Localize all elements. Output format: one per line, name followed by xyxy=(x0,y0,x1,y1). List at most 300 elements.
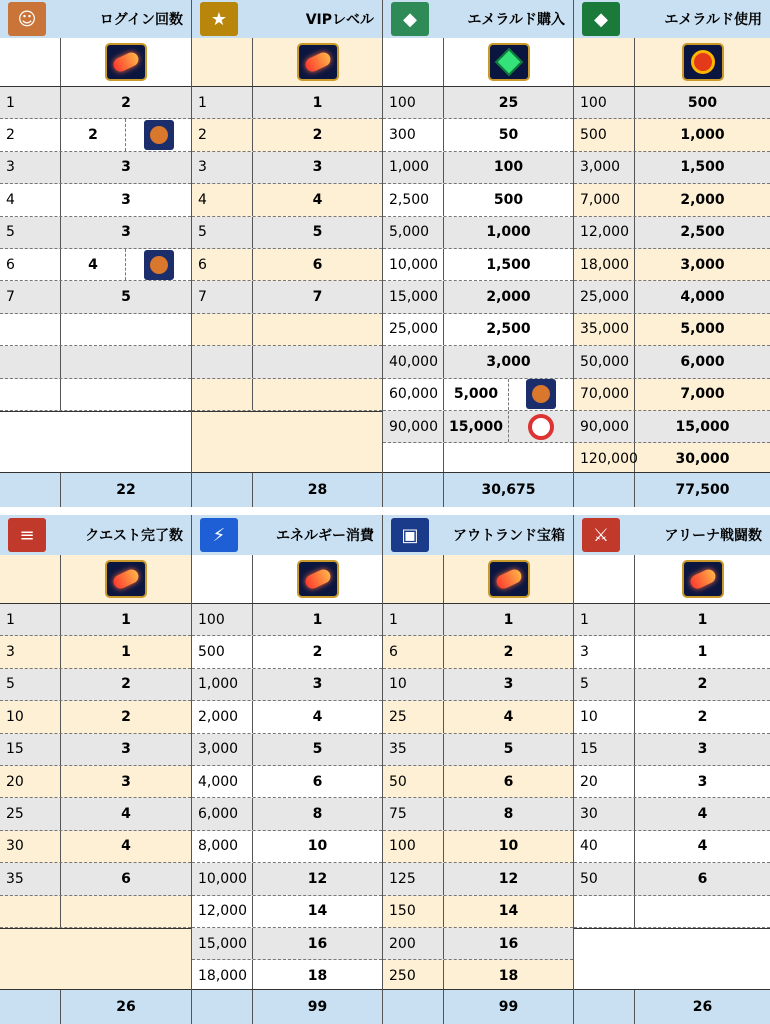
threshold-cell: 25 xyxy=(383,701,444,732)
table-row xyxy=(574,411,770,443)
reward-icon-cell xyxy=(61,38,191,86)
table-row xyxy=(574,379,770,411)
threshold-cell: 25,000 xyxy=(383,314,444,345)
threshold-cell: 10 xyxy=(574,701,635,732)
table-row xyxy=(574,217,770,249)
table-row xyxy=(0,346,191,378)
column-header xyxy=(383,515,573,556)
threshold-cell: 1,000 xyxy=(192,669,253,700)
reward-amount-cell xyxy=(253,379,382,410)
table-row xyxy=(383,798,573,830)
table-column xyxy=(0,0,192,507)
table-row xyxy=(0,281,191,313)
emerald-shape xyxy=(494,48,522,76)
reward-icon-row xyxy=(574,555,770,604)
column-header xyxy=(574,515,770,556)
bonus-item xyxy=(509,414,573,440)
threshold-cell: 250 xyxy=(383,960,444,991)
column-header xyxy=(0,0,191,39)
threshold-cell: 10,000 xyxy=(192,863,253,894)
reward-icon-label-cell xyxy=(383,38,444,86)
reward-amount-cell: 6 xyxy=(121,870,131,887)
reward-amount-cell: 1 xyxy=(312,94,323,111)
table-row xyxy=(383,379,573,411)
firework-shape xyxy=(688,567,717,591)
reward-amount-cell: 2 xyxy=(697,708,708,725)
table-row xyxy=(383,119,573,151)
reward-amount-cell: 4 xyxy=(503,708,514,725)
reward-amount-cell: 4,000 xyxy=(680,289,725,306)
reward-amount-cell xyxy=(635,896,770,927)
threshold-cell: 6 xyxy=(0,249,61,280)
reward-icon-cell xyxy=(444,555,573,603)
reward-amount-cell xyxy=(253,346,382,377)
threshold-cell: 15,000 xyxy=(383,281,444,312)
table-column xyxy=(192,0,383,507)
reward-icon-label-cell xyxy=(574,38,635,86)
reward-amount-cell: 15,000 xyxy=(675,418,730,435)
threshold-cell: 1 xyxy=(192,87,253,118)
reward-amount-cell: 3,000 xyxy=(680,256,725,273)
reward-icon-label-cell xyxy=(0,38,61,86)
total-value: 26 xyxy=(116,999,136,1015)
threshold-cell: 10 xyxy=(0,701,61,732)
column-title: アウトランド宝箱 xyxy=(453,528,565,544)
reward-icon-cell xyxy=(635,555,770,603)
threshold-cell: 40 xyxy=(574,831,635,862)
reward-amount-cell: 5 xyxy=(121,289,131,306)
threshold-cell: 50 xyxy=(574,863,635,894)
reward-amount-cell: 4 xyxy=(312,191,323,208)
reward-amount-cell: 4 xyxy=(121,838,131,855)
table-row xyxy=(574,604,770,636)
lightning-icon: ⚡ xyxy=(200,518,238,552)
empty-filler xyxy=(574,928,770,990)
scroll-icon: ≡ xyxy=(8,518,46,552)
threshold-cell: 200 xyxy=(383,928,444,959)
reward-amount-cell xyxy=(444,443,573,474)
firework-shape xyxy=(303,567,332,591)
table-row xyxy=(0,636,191,668)
table-row xyxy=(192,863,382,895)
table-row xyxy=(383,669,573,701)
reward-amount-cell xyxy=(444,411,573,442)
total-value: 28 xyxy=(307,482,328,498)
threshold-cell: 20 xyxy=(0,766,61,797)
reward-amount-cell: 5 xyxy=(312,224,323,241)
reward-icon-cell xyxy=(61,555,191,603)
threshold-cell xyxy=(192,346,253,377)
table-column xyxy=(0,515,192,1024)
table-row xyxy=(192,798,382,830)
threshold-cell: 3,000 xyxy=(192,734,253,765)
reward-amount-cell: 2,500 xyxy=(486,321,531,338)
threshold-cell: 10,000 xyxy=(383,249,444,280)
table-row xyxy=(574,346,770,378)
table-row xyxy=(383,896,573,928)
table-row xyxy=(192,379,382,411)
threshold-cell: 120,000 xyxy=(574,443,635,474)
threshold-cell: 6,000 xyxy=(192,798,253,829)
table-row xyxy=(383,960,573,992)
threshold-cell: 100 xyxy=(192,604,253,635)
threshold-cell: 2,000 xyxy=(192,701,253,732)
threshold-cell: 7 xyxy=(192,281,253,312)
threshold-cell: 18,000 xyxy=(574,249,635,280)
total-label-cell xyxy=(574,990,635,1024)
table-row xyxy=(383,604,573,636)
reward-amount-cell: 4 xyxy=(697,806,708,823)
red-coin-icon xyxy=(682,43,724,81)
reward-amount: 2 xyxy=(61,119,126,150)
reward-amount-cell: 16 xyxy=(307,935,328,952)
table-row xyxy=(0,217,191,249)
reward-amount-cell: 3 xyxy=(121,224,131,241)
table-row xyxy=(574,314,770,346)
reward-icon-label-cell xyxy=(192,555,253,603)
bonus-item xyxy=(509,379,573,409)
reward-icon-label-cell xyxy=(383,555,444,603)
bonus-item xyxy=(126,120,191,150)
reward-icon-cell xyxy=(444,38,573,86)
reward-amount-cell: 2 xyxy=(121,676,131,693)
reward-amount-cell: 2,000 xyxy=(680,191,725,208)
threshold-cell: 100 xyxy=(574,87,635,118)
reward-amount-cell xyxy=(61,379,191,410)
total-row xyxy=(383,472,573,507)
table-row xyxy=(0,87,191,119)
total-value: 99 xyxy=(498,999,519,1015)
reward-amount-cell: 6 xyxy=(503,773,514,790)
table-row xyxy=(574,669,770,701)
table-row xyxy=(0,249,191,281)
threshold-cell: 25,000 xyxy=(574,281,635,312)
reward-amount-cell: 3 xyxy=(121,159,131,176)
threshold-cell: 2,500 xyxy=(383,184,444,215)
firework-shape xyxy=(111,50,140,74)
table-row xyxy=(0,734,191,766)
threshold-cell: 15 xyxy=(574,734,635,765)
threshold-cell: 35 xyxy=(383,734,444,765)
threshold-cell xyxy=(0,379,61,410)
threshold-cell: 3 xyxy=(574,636,635,667)
table-row xyxy=(383,87,573,119)
reward-amount-cell: 2 xyxy=(121,708,131,725)
reward-amount-cell: 3 xyxy=(503,676,514,693)
table-row xyxy=(0,896,191,928)
total-label-cell xyxy=(574,473,635,507)
threshold-cell: 300 xyxy=(383,119,444,150)
empty-filler xyxy=(192,411,382,473)
threshold-cell xyxy=(0,346,61,377)
table-column xyxy=(192,515,383,1024)
table-row xyxy=(574,87,770,119)
table-row xyxy=(383,636,573,668)
threshold-cell: 75 xyxy=(383,798,444,829)
table-row xyxy=(192,604,382,636)
table-column xyxy=(574,0,770,507)
table-row xyxy=(192,152,382,184)
reward-icon-label-cell xyxy=(0,555,61,603)
table-row xyxy=(192,249,382,281)
table-row xyxy=(383,863,573,895)
threshold-cell: 1 xyxy=(0,87,61,118)
reward-amount-cell: 6 xyxy=(312,773,323,790)
reward-icon-cell xyxy=(635,38,770,86)
reward-amount-cell: 7 xyxy=(312,289,323,306)
reward-amount-cell: 1 xyxy=(697,644,708,661)
table-row xyxy=(192,119,382,151)
reward-amount: 15,000 xyxy=(444,411,509,442)
reward-amount-cell: 14 xyxy=(498,903,519,920)
vip-badge-icon: ★ xyxy=(200,2,238,36)
table-row xyxy=(192,281,382,313)
threshold-cell: 35 xyxy=(0,863,61,894)
threshold-cell: 6 xyxy=(383,636,444,667)
total-value: 30,675 xyxy=(481,482,536,498)
total-row xyxy=(574,989,770,1024)
table-row xyxy=(192,960,382,992)
reward-icon-row xyxy=(0,38,191,87)
table-row xyxy=(192,184,382,216)
total-value: 99 xyxy=(307,999,328,1015)
table-row xyxy=(0,379,191,411)
total-label-cell xyxy=(0,473,61,507)
empty-filler xyxy=(0,928,191,990)
reward-amount-cell: 2,500 xyxy=(680,224,725,241)
table-row xyxy=(574,798,770,830)
total-label-cell xyxy=(383,473,444,507)
table-row xyxy=(574,249,770,281)
table-row xyxy=(574,831,770,863)
reward-amount-cell: 3 xyxy=(697,773,708,790)
reward-amount-cell: 6 xyxy=(312,256,323,273)
threshold-cell: 100 xyxy=(383,87,444,118)
reward-amount-cell: 4 xyxy=(121,806,131,823)
threshold-cell xyxy=(192,379,253,410)
total-label-cell xyxy=(383,990,444,1024)
reward-amount-cell: 16 xyxy=(498,935,519,952)
threshold-cell: 125 xyxy=(383,863,444,894)
threshold-cell: 1,000 xyxy=(383,152,444,183)
table-row xyxy=(574,863,770,895)
firework-icon xyxy=(488,560,530,598)
total-row xyxy=(192,472,382,507)
threshold-cell: 12,000 xyxy=(574,217,635,248)
reward-amount-cell: 1 xyxy=(121,611,131,628)
table-row xyxy=(383,443,573,475)
reward-amount-cell: 8 xyxy=(503,806,514,823)
threshold-cell: 5,000 xyxy=(383,217,444,248)
table-row xyxy=(383,346,573,378)
threshold-cell: 2 xyxy=(192,119,253,150)
table-row xyxy=(0,669,191,701)
reward-amount-cell: 2 xyxy=(312,127,323,144)
table-row xyxy=(383,217,573,249)
threshold-cell: 5 xyxy=(574,669,635,700)
threshold-cell: 500 xyxy=(574,119,635,150)
total-row xyxy=(574,472,770,507)
reward-icon-cell xyxy=(253,555,382,603)
threshold-cell: 4,000 xyxy=(192,766,253,797)
reward-amount-cell: 7,000 xyxy=(680,386,725,403)
firework-icon xyxy=(105,43,147,81)
hero-fox-2-icon xyxy=(144,250,174,280)
reward-amount-cell: 2 xyxy=(312,644,323,661)
reward-amount-cell: 50 xyxy=(498,127,519,144)
threshold-cell: 5 xyxy=(192,217,253,248)
table-row xyxy=(192,701,382,733)
threshold-cell: 20 xyxy=(574,766,635,797)
reward-amount-cell: 3 xyxy=(121,191,131,208)
reward-amount-cell xyxy=(61,249,191,280)
column-header xyxy=(192,515,382,556)
top-reward-table xyxy=(0,0,770,507)
threshold-cell: 2 xyxy=(0,119,61,150)
table-row xyxy=(574,443,770,475)
threshold-cell: 90,000 xyxy=(383,411,444,442)
hero-fox-icon xyxy=(526,379,556,409)
reward-amount: 5,000 xyxy=(444,379,509,410)
table-row xyxy=(383,314,573,346)
threshold-cell: 60,000 xyxy=(383,379,444,410)
emerald-pile-icon: ◆ xyxy=(391,2,429,36)
threshold-cell xyxy=(0,896,61,927)
reward-amount-cell: 14 xyxy=(307,903,328,920)
reward-amount-cell: 1,500 xyxy=(680,159,725,176)
threshold-cell: 12,000 xyxy=(192,896,253,927)
table-row xyxy=(383,831,573,863)
reward-amount-cell xyxy=(61,119,191,150)
reward-amount-cell: 2 xyxy=(697,676,708,693)
reward-amount-cell: 3 xyxy=(697,741,708,758)
table-row xyxy=(192,87,382,119)
table-row xyxy=(192,766,382,798)
threshold-cell: 1 xyxy=(574,604,635,635)
firework-shape xyxy=(494,567,523,591)
reward-icon-label-cell xyxy=(574,555,635,603)
threshold-cell: 150 xyxy=(383,896,444,927)
threshold-cell: 3 xyxy=(192,152,253,183)
threshold-cell: 5 xyxy=(0,217,61,248)
threshold-cell: 6 xyxy=(192,249,253,280)
reward-icon-cell xyxy=(253,38,382,86)
column-title: アリーナ戦闘数 xyxy=(664,528,762,544)
reward-amount-cell: 18 xyxy=(307,968,328,985)
reward-amount-cell: 1,500 xyxy=(486,256,531,273)
threshold-cell: 100 xyxy=(383,831,444,862)
threshold-cell: 90,000 xyxy=(574,411,635,442)
threshold-cell: 5 xyxy=(0,669,61,700)
threshold-cell: 35,000 xyxy=(574,314,635,345)
threshold-cell xyxy=(383,443,444,474)
threshold-cell xyxy=(0,314,61,345)
table-row xyxy=(383,928,573,960)
table-row xyxy=(192,636,382,668)
table-row xyxy=(574,119,770,151)
reward-icon-row xyxy=(383,38,573,87)
table-row xyxy=(383,152,573,184)
hero-fox-icon xyxy=(144,120,174,150)
reward-amount-cell: 5,000 xyxy=(680,321,725,338)
reward-amount-cell: 1 xyxy=(121,644,131,661)
reward-amount-cell: 1 xyxy=(312,611,323,628)
table-column xyxy=(574,515,770,1024)
threshold-cell: 8,000 xyxy=(192,831,253,862)
table-row xyxy=(192,831,382,863)
reward-amount-cell: 10 xyxy=(498,838,519,855)
threshold-cell: 70,000 xyxy=(574,379,635,410)
table-row xyxy=(192,217,382,249)
column-header xyxy=(574,0,770,39)
table-row xyxy=(0,863,191,895)
table-row xyxy=(192,928,382,960)
reward-amount-cell: 1 xyxy=(697,611,708,628)
reward-amount-cell: 2,000 xyxy=(486,289,531,306)
threshold-cell: 25 xyxy=(0,798,61,829)
table-row xyxy=(574,766,770,798)
total-label-cell xyxy=(192,990,253,1024)
column-title: クエスト完了数 xyxy=(85,528,183,544)
table-row xyxy=(574,152,770,184)
ring-icon xyxy=(528,414,554,440)
table-row xyxy=(0,701,191,733)
firework-shape xyxy=(111,567,140,591)
reward-amount-cell: 8 xyxy=(312,806,323,823)
threshold-cell: 7 xyxy=(0,281,61,312)
table-row xyxy=(192,314,382,346)
total-row xyxy=(192,989,382,1024)
emerald-icon xyxy=(488,43,530,81)
total-value: 22 xyxy=(116,482,136,498)
reward-amount-cell: 3 xyxy=(312,159,323,176)
total-value: 77,500 xyxy=(675,482,730,498)
firework-icon xyxy=(682,560,724,598)
table-row xyxy=(0,184,191,216)
total-value: 26 xyxy=(692,999,713,1015)
reward-amount-cell xyxy=(61,346,191,377)
table-row xyxy=(0,604,191,636)
threshold-cell: 500 xyxy=(192,636,253,667)
threshold-cell xyxy=(574,896,635,927)
reward-amount-cell: 500 xyxy=(493,191,524,208)
table-row xyxy=(0,798,191,830)
reward-amount-cell: 18 xyxy=(498,968,519,985)
threshold-cell: 50,000 xyxy=(574,346,635,377)
table-row xyxy=(574,636,770,668)
emerald-icon: ◆ xyxy=(582,2,620,36)
table-row xyxy=(0,831,191,863)
person-icon: ☺ xyxy=(8,2,46,36)
total-label-cell xyxy=(0,990,61,1024)
column-header xyxy=(0,515,191,556)
total-label-cell xyxy=(192,473,253,507)
threshold-cell: 7,000 xyxy=(574,184,635,215)
crossed-swords-icon: ⚔ xyxy=(582,518,620,552)
reward-icon-row xyxy=(192,38,382,87)
reward-icon-row xyxy=(0,555,191,604)
threshold-cell: 40,000 xyxy=(383,346,444,377)
reward-amount-cell: 1,000 xyxy=(486,224,531,241)
coin-shape xyxy=(691,50,715,74)
reward-amount-cell: 2 xyxy=(121,94,131,111)
reward-amount-cell: 4 xyxy=(697,838,708,855)
table-row xyxy=(383,411,573,443)
reward-icon-label-cell xyxy=(192,38,253,86)
table-row xyxy=(0,119,191,151)
table-row xyxy=(574,734,770,766)
threshold-cell: 18,000 xyxy=(192,960,253,991)
